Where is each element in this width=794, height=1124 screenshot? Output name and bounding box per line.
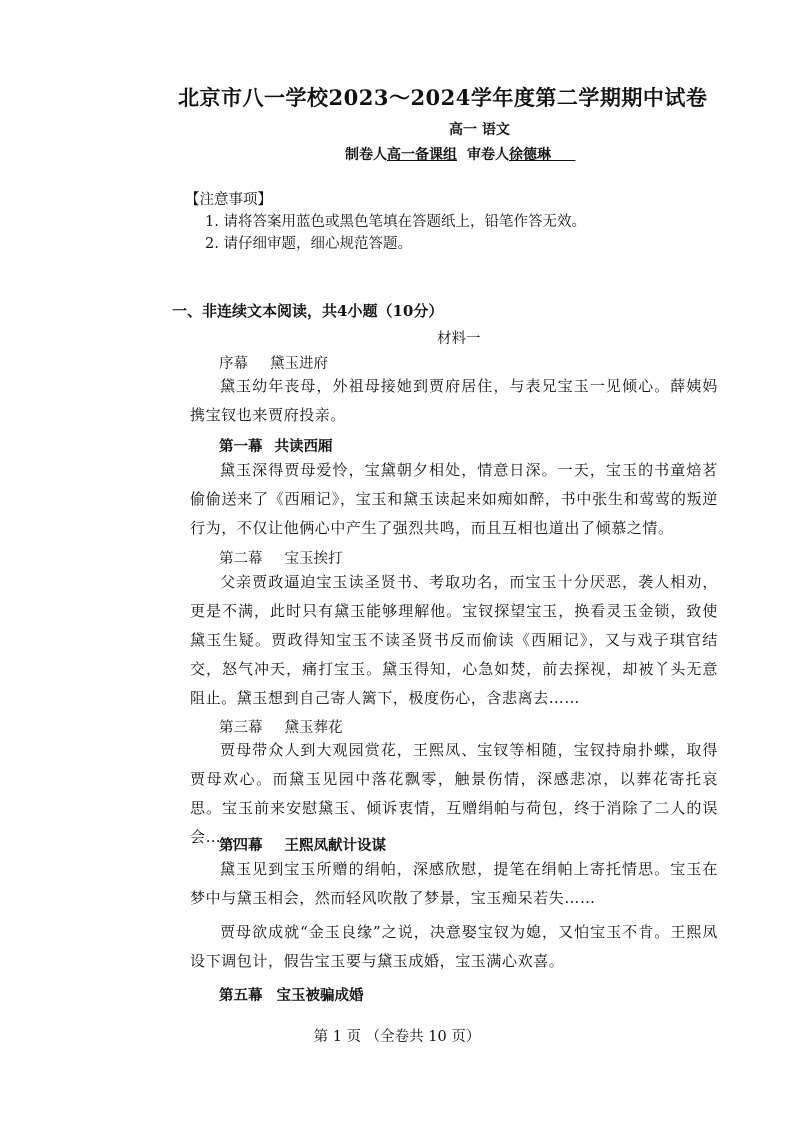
scene-paragraph: 黛玉幼年丧母，外祖母接她到贾府居住，与表兄宝玉一见倾心。薛姨妈携宝钗也来贾府投亲。 [190,377,718,424]
scene-title: 序幕 黛玉进府 [219,356,328,372]
scene-title: 第四幕 王熙凤献计设谋 [219,837,386,854]
scene-title: 第二幕 宝玉挨打 [219,551,343,567]
notice-item: 1. 请将答案用蓝色或黑色笔填在答题纸上，铅笔作答无效。 [205,214,586,230]
scene-paragraph: 父亲贾政逼迫宝玉读圣贤书、考取功名，而宝玉十分厌恶，袭人相劝，更是不满，此时只有黛玉能够理解他。宝钗探望宝玉，换看灵玉金锁，致使黛玉生疑。贾政得知宝玉不读圣贤书反而偷读《西厢记》，又与戏子琪官结交，怒气冲天，痛打宝玉。黛玉得知，心急如焚，前去探视，却被丫头无意阻止。黛玉想到自己寄人篱下，极度伤心，含悲离去…… [190,573,718,707]
scene-title: 第一幕 共读西厢 [219,438,333,455]
exam-title: 北京市八一学校2023～2024学年度第二学期期中试卷 [178,85,708,110]
reviewer-label: 审卷人 [467,147,509,163]
notice-title: 【注意事项】 [185,192,272,208]
scene-title: 第三幕 黛玉葬花 [219,720,343,736]
scene-paragraph: 贾母欲成就“金玉良缘”之说，决意娶宝钗为媳，又怕宝玉不肯。王熙凤设下调包计，假告宝玉要与黛玉成婚，宝玉满心欢喜。 [190,923,718,970]
scene-paragraph: 黛玉见到宝玉所赠的绢帕，深感欣慰，提笔在绢帕上寄托情思。宝玉在梦中与黛玉相会，然而轻风吹散了梦景，宝玉痴呆若失…… [190,860,718,907]
scene-title: 第五幕 宝玉被骗成婚 [219,987,364,1004]
reviewer-name: 徐德琳 [509,147,551,163]
scene-paragraph: 黛玉深得贾母爱怜，宝黛朝夕相处，情意日深。一天，宝玉的书童焙茗偷偷送来了《西厢记》，宝玉和黛玉读起来如痴如醉，书中张生和莺莺的叛逆行为，不仅让他俩心中产生了强烈共鸣，而且互相也道出了倾慕之情。 [190,461,718,537]
maker-name: 高一备课组 [387,147,457,163]
subject-label: 高一 语文 [449,122,510,138]
scene-paragraph: 贾母带众人到大观园赏花，王熙凤、宝钗等相随，宝钗持扇扑蝶，取得贾母欢心。而黛玉见园中落花飘零，触景伤情，深感悲凉，以葬花寄托哀思。宝玉前来安慰黛玉、倾诉衷情，互赠绢帕与荷包，终于消除了二人的误会…… [190,741,718,846]
material-title: 材料一 [437,331,481,347]
maker-label: 制卷人 [345,147,387,163]
page-footer: 第 1 页 （全卷共 10 页） [313,1029,481,1045]
section-title: 一、非连续文本阅读，共4小题（10分） [172,302,444,320]
notice-item: 2. 请仔细审题，细心规范答题。 [205,236,412,252]
makers-line [345,144,575,164]
